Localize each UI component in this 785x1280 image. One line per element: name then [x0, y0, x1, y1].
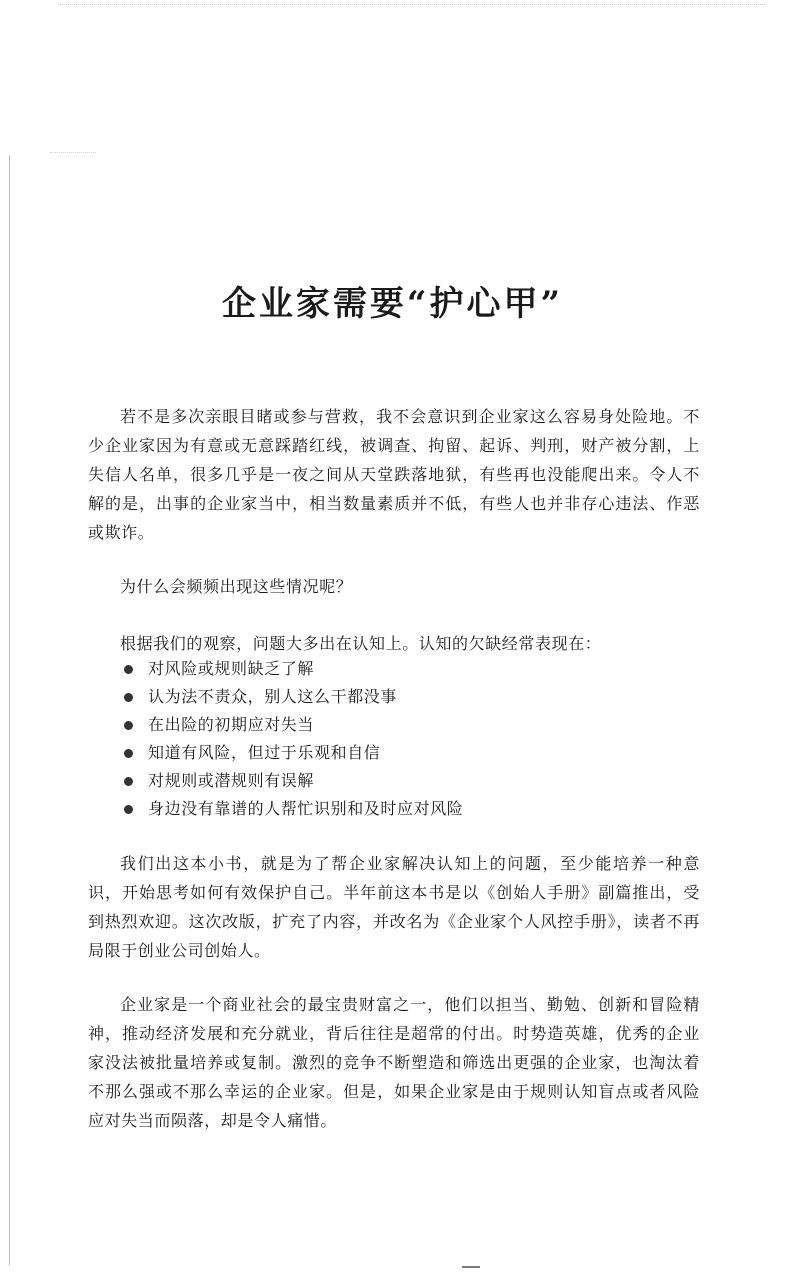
bullet-icon: [124, 805, 133, 814]
list-item: [124, 683, 684, 711]
list-item-text: 对风险或规则缺乏了解: [148, 659, 315, 678]
list-item-text: 知道有风险，但过于乐观和自信: [148, 743, 381, 762]
bullet-icon: [124, 721, 133, 730]
list-item: [124, 711, 684, 739]
list-item-text: 对规则或潜规则有误解: [148, 771, 315, 790]
paragraph-conclusion: 企业家是一个商业社会的最宝贵财富之一，他们以担当、勤勉、创新和冒险精神，推动经济发展和充分就业，背后往往是超常的付出。时势造英雄，优秀的企业家没法被批量培养或复制。激烈的竞争不断塑造和筛选出更强的企业家，也淘汰着不那么强或不那么幸运的企业家。但是，如果企业家是由于规则认知盲点或者风险应对失当而陨落，却是令人痛惜。: [88, 995, 700, 1130]
bullet-icon: [124, 749, 133, 758]
bullet-list: [124, 655, 684, 823]
paragraph-purpose: 我们出这本小书，就是为了帮企业家解决认知上的问题，至少能培养一种意识，开始思考如何有效保护自己。半年前这本书是以《创始人手册》副篇推出，受到热烈欢迎。这次改版，扩充了内容，并改名为《企业家个人风控手册》，读者不再局限于创业公司创始人。: [88, 854, 700, 960]
list-item-text: 身边没有靠谱的人帮忙识别和及时应对风险: [148, 799, 464, 818]
paragraph-intro: 若不是多次亲眼目睹或参与营救，我不会意识到企业家这么容易身处险地。不少企业家因为有意或无意踩踏红线，被调查、拘留、起诉、判刑，财产被分割，上失信人名单，很多几乎是一夜之间从天堂跌落地狱，有些再也没能爬出来。令人不解的是，出事的企业家当中，相当数量素质并不低，有些人也并非存心违法、作恶或欺诈。: [88, 407, 700, 542]
list-item-text: 在出险的初期应对失当: [148, 715, 315, 734]
bullet-icon: [124, 665, 133, 674]
bullet-icon: [124, 777, 133, 786]
bullet-icon: [124, 693, 133, 702]
list-item: [124, 767, 684, 795]
paragraph-question: 为什么会频频出现这些情况呢？: [120, 577, 353, 596]
list-item: [124, 739, 684, 767]
scan-speck: [50, 152, 96, 153]
list-item: [124, 795, 684, 823]
scan-edge-top: [60, 4, 765, 5]
list-item-text: 认为法不责众，别人这么干都没事: [148, 687, 398, 706]
list-item: [124, 655, 684, 683]
page-title: 企业家需要“护心甲”: [221, 284, 564, 324]
paragraph-observation: 根据我们的观察，问题大多出在认知上。认知的欠缺经常表现在：: [120, 634, 602, 653]
page-number-mark: [462, 1266, 480, 1268]
